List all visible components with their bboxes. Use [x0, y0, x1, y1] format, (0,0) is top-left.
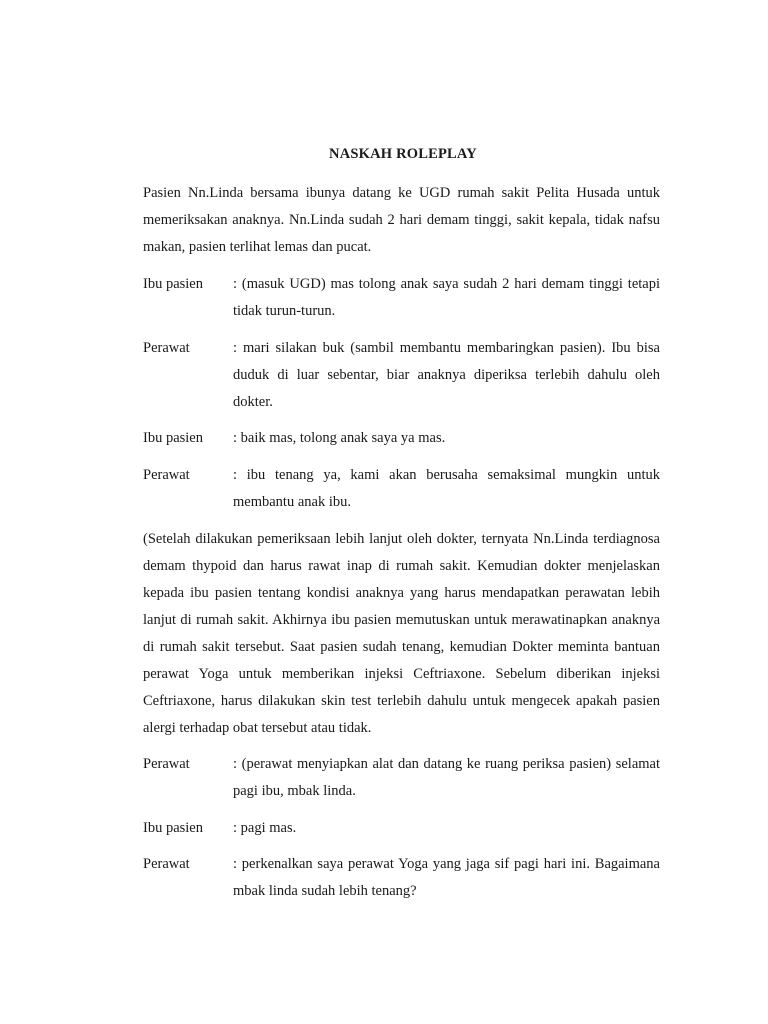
dialogue-line — [143, 851, 660, 905]
dialogue-line — [143, 815, 660, 842]
document-title: NASKAH ROLEPLAY — [329, 146, 477, 162]
speech-text: : pagi mas. — [233, 820, 297, 836]
speech-text: : mari silakan buk (sambil membantu membaringkan pasien). Ibu bisa duduk di luar sebentar, biar anaknya diperiksa terlebih dahulu oleh dokter. — [233, 340, 660, 410]
speech-text: : perkenalkan saya perawat Yoga yang jaga sif pagi hari ini. Bagaimana mbak linda sudah lebih tenang? — [233, 856, 660, 899]
speech-text: : (perawat menyiapkan alat dan datang ke ruang periksa pasien) selamat pagi ibu, mbak linda. — [233, 756, 660, 799]
dialogue-line — [143, 271, 660, 325]
narration-paragraph: (Setelah dilakukan pemeriksaan lebih lanjut oleh dokter, ternyata Nn.Linda terdiagnosa demam thypoid dan harus rawat inap di rumah sakit. Kemudian dokter menjelaskan kepada ibu pasien tentang kondisi anaknya yang harus mendapatkan perawatan lebih lanjut di rumah sakit. Akhirnya ibu pasien memutuskan untuk merawatinapkan anaknya di rumah sakit tersebut. Saat pasien sudah tenang, kemudian Dokter meminta bantuan perawat Yoga untuk memberikan injeksi Ceftriaxone. Sebelum diberikan injeksi Ceftriaxone, harus dilakukan skin test terlebih dahulu untuk mengecek apakah pasien alergi terhadap obat tersebut atau tidak. — [143, 531, 660, 736]
intro-paragraph: Pasien Nn.Linda bersama ibunya datang ke UGD rumah sakit Pelita Husada untuk memeriksakan anaknya. Nn.Linda sudah 2 hari demam tinggi, sakit kepala, tidak nafsu makan, pasien terlihat lemas dan pucat. — [143, 185, 660, 255]
speaker-label: Ibu pasien — [143, 276, 203, 292]
speech-text: : (masuk UGD) mas tolong anak saya sudah 2 hari demam tinggi tetapi tidak turun-turun. — [233, 276, 660, 319]
speaker-label: Ibu pasien — [143, 430, 203, 446]
speaker-label: Ibu pasien — [143, 820, 203, 836]
dialogue-line — [143, 751, 660, 805]
speaker-label: Perawat — [143, 756, 190, 772]
dialogue-line — [143, 462, 660, 516]
speech-text: : baik mas, tolong anak saya ya mas. — [233, 430, 446, 446]
dialogue-line — [143, 335, 660, 416]
speech-text: : ibu tenang ya, kami akan berusaha semaksimal mungkin untuk membantu anak ibu. — [233, 467, 660, 510]
speaker-label: Perawat — [143, 340, 190, 356]
speaker-label: Perawat — [143, 467, 190, 483]
dialogue-line — [143, 425, 660, 452]
speaker-label: Perawat — [143, 856, 190, 872]
